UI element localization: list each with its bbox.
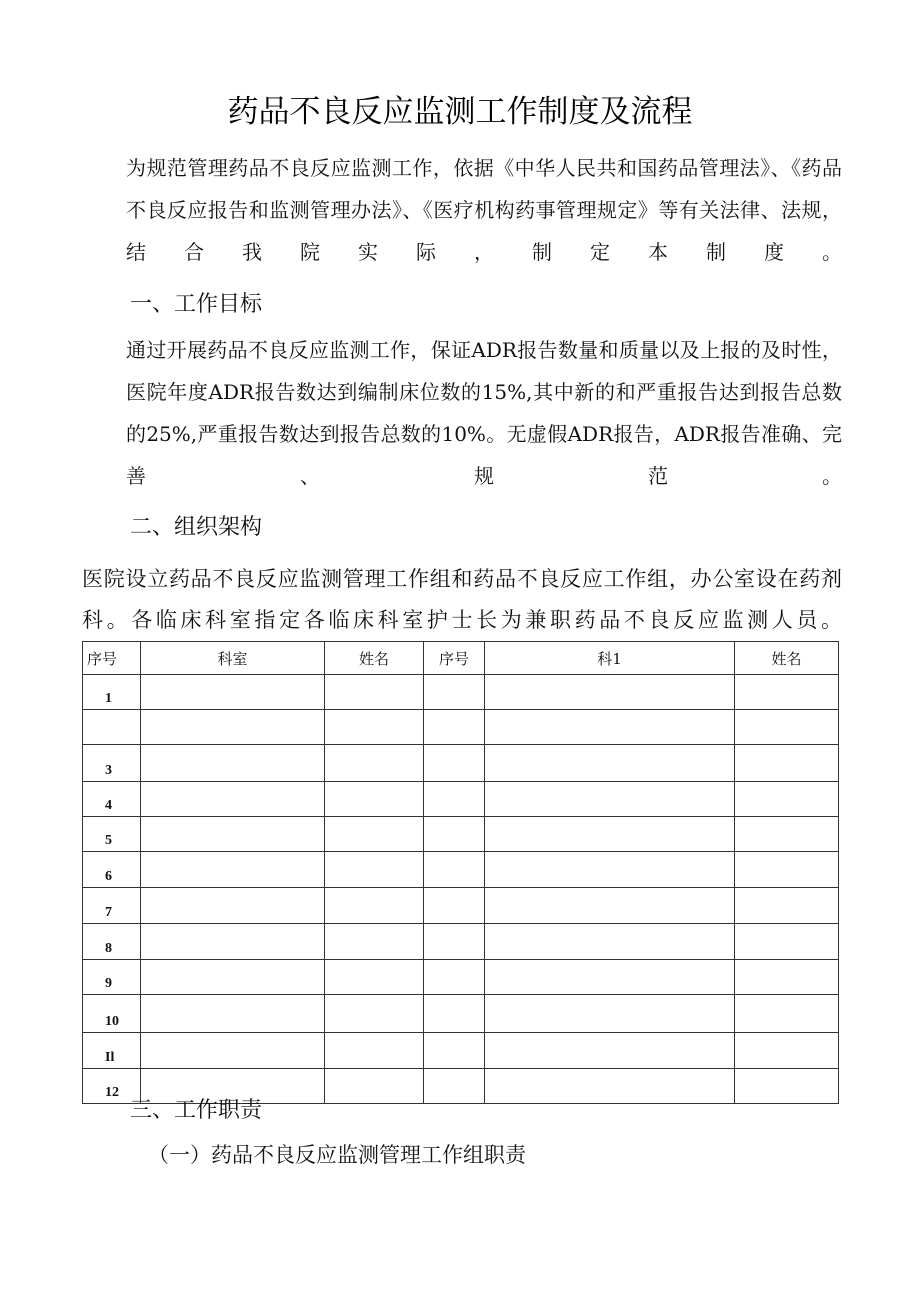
row-number: 4: [83, 782, 141, 817]
staff-table: [82, 641, 839, 1104]
section2-heading: 二、组织架构: [130, 515, 263, 540]
table-cell: [325, 675, 424, 710]
section2-paragraph: 医院设立药品不良反应监测管理工作组和药品不良反应工作组，办公室设在药剂科。各临床科室指定各临床科室护士长为兼职药品不良反应监测人员。: [82, 567, 842, 632]
row-number: 8: [83, 924, 141, 960]
table-row: [83, 852, 839, 888]
section1-text: 通过开展药品不良反应监测工作，保证ADR报告数量和质量以及上报的及时性，医院年度ADR报告数达到编制床位数的15%,其中新的和严重报告达到报告总数的25%,严重报告数达到报告总数的10%。无虚假ADR报告，ADR报告准确、完善、规范。: [126, 338, 842, 488]
table-row: [83, 960, 839, 995]
row-number: 1: [83, 675, 141, 710]
table-cell: [485, 888, 735, 924]
table-row: [83, 888, 839, 924]
table-cell: [485, 745, 735, 782]
header-department-1: 科室: [141, 642, 325, 675]
header-serial-2: 序号: [424, 642, 485, 675]
table-cell: [325, 782, 424, 817]
header-department-2: 科1: [485, 642, 735, 675]
table-cell: [424, 852, 485, 888]
table-cell: [735, 960, 839, 995]
table-cell: [325, 888, 424, 924]
table-cell: [424, 710, 485, 745]
table-cell: [141, 675, 325, 710]
table-cell: [325, 1069, 424, 1104]
table-cell: [485, 852, 735, 888]
table-header-row: [83, 642, 839, 675]
table-cell: [141, 1033, 325, 1069]
table-cell: [325, 745, 424, 782]
table-cell: [325, 817, 424, 852]
table-cell: [424, 960, 485, 995]
table-cell: [141, 852, 325, 888]
table-cell: [325, 710, 424, 745]
table-cell: [735, 710, 839, 745]
table-cell: [485, 817, 735, 852]
table-cell: [424, 745, 485, 782]
section3-heading: 三、工作职责: [130, 1098, 263, 1123]
table-row: [83, 782, 839, 817]
row-number: 6: [83, 852, 141, 888]
table-row: [83, 675, 839, 710]
intro-text: 为规范管理药品不良反应监测工作，依据《中华人民共和国药品管理法》、《药品不良反应报告和监测管理办法》、《医疗机构药事管理规定》等有关法律、法规，结合我院实际，制定本制度。: [126, 156, 842, 264]
section3-sub1: （一）药品不良反应监测管理工作组职责: [148, 1143, 526, 1167]
table-cell: [325, 924, 424, 960]
table-body: [83, 675, 839, 1104]
table-cell: [735, 1033, 839, 1069]
row-number: Il: [83, 1033, 141, 1069]
table-row: [83, 924, 839, 960]
table-cell: [485, 675, 735, 710]
table-row: [83, 1033, 839, 1069]
header-serial-1: 序号: [83, 642, 141, 675]
header-name-2: 姓名: [735, 642, 839, 675]
table-cell: [735, 675, 839, 710]
table-cell: [141, 782, 325, 817]
table-cell: [325, 1033, 424, 1069]
table-cell: [141, 888, 325, 924]
table-cell: [735, 817, 839, 852]
table-cell: [735, 888, 839, 924]
table-cell: [141, 995, 325, 1033]
table-row: [83, 710, 839, 745]
table-cell: [325, 960, 424, 995]
table-row: [83, 817, 839, 852]
table-cell: [424, 995, 485, 1033]
row-number: [83, 710, 141, 745]
row-number: 9: [83, 960, 141, 995]
header-name-1: 姓名: [325, 642, 424, 675]
table-cell: [424, 1069, 485, 1104]
page-title: 药品不良反应监测工作制度及流程: [227, 94, 693, 130]
table-cell: [485, 1033, 735, 1069]
table-cell: [735, 995, 839, 1033]
row-number: 3: [83, 745, 141, 782]
table-cell: [735, 782, 839, 817]
table-cell: [485, 995, 735, 1033]
table-cell: [141, 710, 325, 745]
table-cell: [141, 745, 325, 782]
section1-heading: 一、工作目标: [130, 292, 263, 317]
table-cell: [424, 888, 485, 924]
table-cell: [485, 710, 735, 745]
table-row: [83, 995, 839, 1033]
table-cell: [424, 817, 485, 852]
table-cell: [735, 745, 839, 782]
row-number: 7: [83, 888, 141, 924]
table-cell: [424, 924, 485, 960]
row-number: 5: [83, 817, 141, 852]
table-cell: [485, 782, 735, 817]
table-cell: [424, 782, 485, 817]
table-cell: [141, 924, 325, 960]
table-cell: [141, 817, 325, 852]
table-cell: [485, 924, 735, 960]
table-cell: [735, 1069, 839, 1104]
table-cell: [735, 852, 839, 888]
table-cell: [325, 852, 424, 888]
row-number: 10: [83, 995, 141, 1033]
intro-paragraph: [82, 147, 842, 273]
section1-paragraph: [82, 329, 842, 497]
table-cell: [735, 924, 839, 960]
table-cell: [485, 1069, 735, 1104]
table-cell: [141, 960, 325, 995]
table-cell: [424, 675, 485, 710]
row-number: 12: [83, 1069, 141, 1104]
table-row: [83, 745, 839, 782]
table-cell: [325, 995, 424, 1033]
table-cell: [485, 960, 735, 995]
table-cell: [424, 1033, 485, 1069]
